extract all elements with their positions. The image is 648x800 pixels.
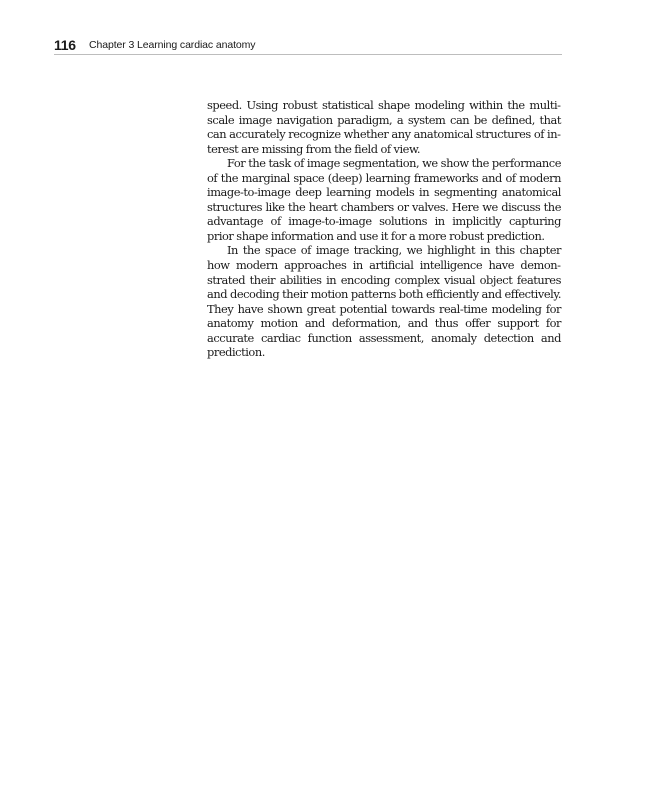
paragraph-segmentation: For the task of image segmentation, we show the performance of the marginal space (deep) learning frameworks and of modern image-to-image deep learning models in segmenting anatomical structures like the heart chambers or valves. Here we discuss the advantage of image-to-image solutions in implicitly capturing prior shape information and use it for a more robust prediction. [207,156,561,243]
paragraph-continuation: speed. Using robust statistical shape modeling within the multiscale image navigation paradigm, a system can be defined, that can accurately recognize whether any anatomical structures of interest are missing from the field of view. [207,98,561,156]
body-text [207,98,561,360]
running-header [54,37,562,55]
chapter-title: Chapter 3 Learning cardiac anatomy [89,39,256,51]
page-number: 116 [54,37,76,53]
paragraph-tracking: In the space of image tracking, we highlight in this chapter how modern approaches in artificial intelligence have demonstrated their abilities in encoding complex visual object features and decoding their motion patterns both efficiently and effectively. They have shown great potential towards real-time modeling for anatomy motion and deformation, and thus offer support for accurate cardiac function assessment, anomaly detection and prediction. [207,243,561,360]
